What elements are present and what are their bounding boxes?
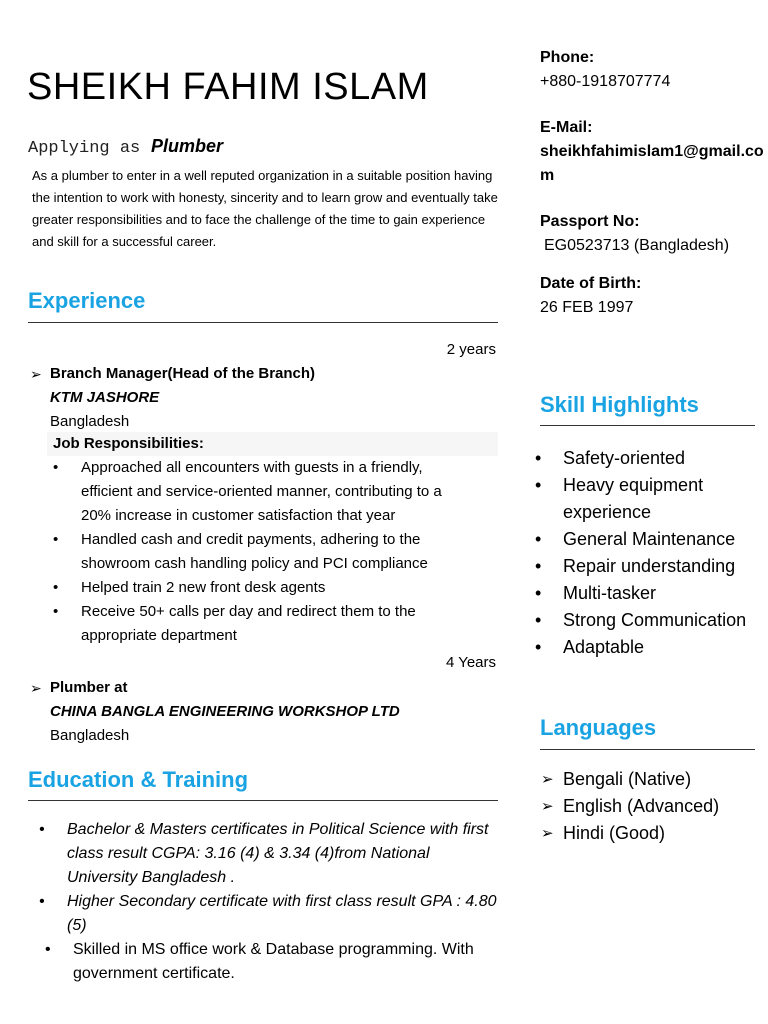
- job-1: [30, 362, 315, 434]
- email-label: E-Mail:: [540, 119, 593, 136]
- list-item: • Receive 50+ calls per day and redirect them to the appropriate department: [81, 600, 461, 648]
- passport-value: EG0523713 (Bangladesh): [544, 237, 730, 254]
- arrow-bullet-icon: ➢: [30, 366, 42, 382]
- list-item: • General Maintenance: [563, 526, 763, 553]
- languages-heading: Languages: [540, 715, 657, 740]
- contact-panel: [540, 46, 765, 320]
- job-2-duration: 4 Years: [445, 654, 496, 671]
- list-item: • Multi-tasker: [563, 580, 763, 607]
- dob-value: 26 FEB 1997: [540, 299, 634, 316]
- email-value: sheikhfahimislam1@gmail.com: [540, 143, 764, 184]
- list-item: [541, 766, 719, 793]
- phone-label: Phone:: [540, 49, 595, 66]
- language-label: Bengali (Native): [563, 769, 692, 789]
- arrow-bullet-icon: ➢: [541, 771, 554, 788]
- job-1-responsibilities-label: Job Responsibilities:: [47, 432, 498, 456]
- skills-list: [563, 445, 763, 661]
- arrow-bullet-icon: ➢: [541, 798, 554, 815]
- list-item: • Heavy equipment experience: [563, 472, 763, 526]
- applying-prefix: Applying as: [28, 139, 141, 158]
- experience-heading: Experience: [28, 288, 146, 313]
- phone-value: +880-1918707774: [540, 73, 671, 90]
- candidate-name: SHEIKH FAHIM ISLAM: [27, 66, 429, 108]
- skills-heading: Skill Highlights: [540, 392, 699, 417]
- list-item: [541, 793, 719, 820]
- job-1-responsibilities: [81, 456, 461, 648]
- job-2-company: CHINA BANGLA ENGINEERING WORKSHOP LTD: [50, 703, 400, 720]
- job-1-company: KTM JASHORE: [50, 389, 160, 406]
- job-2: [30, 676, 400, 748]
- job-1-title: Branch Manager(Head of the Branch): [50, 365, 316, 382]
- list-item: • Repair understanding: [563, 553, 763, 580]
- list-item: [541, 820, 719, 847]
- education-divider: [28, 800, 498, 801]
- list-item: • Bachelor & Masters certificates in Political Science with first class result CGPA: 3.16 (4) & 3.34 (4)from National University Bangladesh .: [67, 818, 497, 890]
- dob-label: Date of Birth:: [540, 275, 642, 292]
- languages-divider: [540, 749, 755, 750]
- experience-divider: [28, 322, 498, 323]
- skills-divider: [540, 425, 755, 426]
- list-item: • Strong Communication: [563, 607, 763, 634]
- list-item: • Handled cash and credit payments, adhering to the showroom cash handling policy and PCI compliance: [81, 528, 461, 576]
- language-label: English (Advanced): [563, 796, 720, 816]
- job-2-country: Bangladesh: [50, 727, 130, 744]
- passport-label: Passport No:: [540, 213, 640, 230]
- job-1-country: Bangladesh: [50, 413, 130, 430]
- list-item: • Higher Secondary certificate with first class result GPA : 4.80 (5): [67, 890, 497, 938]
- list-item: • Adaptable: [563, 634, 763, 661]
- job-1-duration: 2 years: [446, 341, 496, 358]
- language-label: Hindi (Good): [563, 823, 666, 843]
- arrow-bullet-icon: ➢: [30, 680, 42, 696]
- list-item: • Safety-oriented: [563, 445, 763, 472]
- list-item: • Helped train 2 new front desk agents: [81, 576, 461, 600]
- list-item: • Approached all encounters with guests in a friendly, efficient and service-oriented manner, contributing to a 20% increase in customer satisfaction that year: [81, 456, 461, 528]
- career-objective: As a plumber to enter in a well reputed organization in a suitable position having the intention to work with honesty, sincerity and to learn grow and eventually take greater responsibilities and to face the challenge of the time to gain experience and skill for a successful career.: [32, 168, 498, 249]
- education-heading: Education & Training: [28, 767, 249, 792]
- arrow-bullet-icon: ➢: [541, 825, 554, 842]
- languages-list: [541, 766, 719, 847]
- applying-line: [28, 136, 223, 158]
- education-list: [67, 818, 497, 986]
- job-2-title: Plumber at: [50, 679, 128, 696]
- list-item: • Skilled in MS office work & Database programming. With government certificate.: [67, 938, 497, 986]
- applying-role: Plumber: [150, 136, 223, 156]
